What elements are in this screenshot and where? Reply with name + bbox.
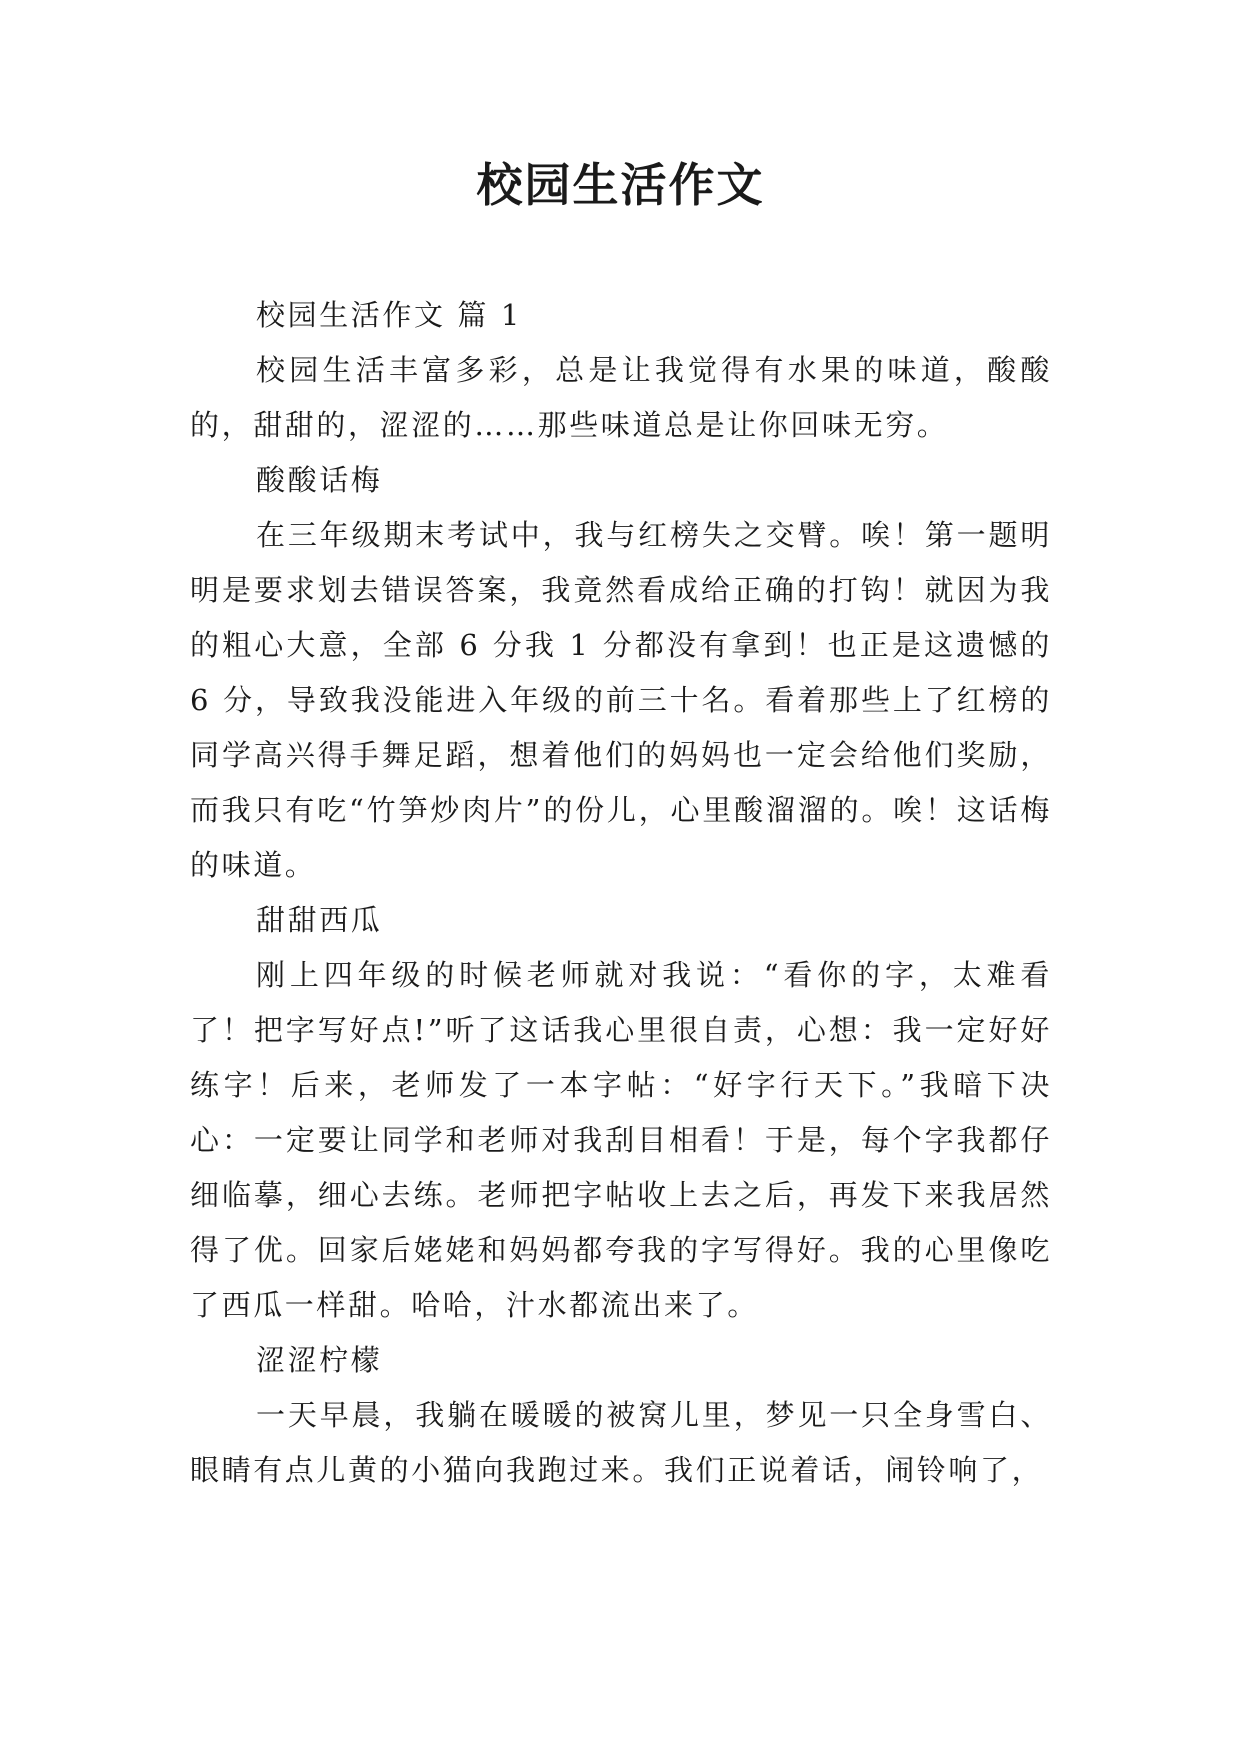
section-heading: 校园生活作文 篇 1	[256, 298, 522, 332]
paragraph-sweet-watermelon: 刚上四年级的时候老师就对我说：“看你的字，太难看了！把字写好点!”听了这话我心里很自责，心想：我一定好好练字！后来，老师发了一本字帖：“好字行天下。”我暗下决心：一定要让同学和老师对我刮目相看！于是，每个字我都仔细临摹，细心去练。老师把字帖收上去之后，再发下来我居然得了优。回家后姥姥和妈妈都夸我的字写得好。我的心里像吃了西瓜一样甜。哈哈，汁水都流出来了。	[190, 958, 1052, 1322]
subheading-sour-plum: 酸酸话梅	[256, 463, 383, 497]
intro-paragraph: 校园生活丰富多彩，总是让我觉得有水果的味道，酸酸的，甜甜的，涩涩的……那些味道总是让你回味无穷。	[190, 353, 1052, 442]
subheading-sweet-watermelon: 甜甜西瓜	[256, 903, 383, 937]
paragraph-sour-plum: 在三年级期末考试中，我与红榜失之交臂。唉！第一题明明是要求划去错误答案，我竟然看成给正确的打钩！就因为我的粗心大意，全部 6 分我 1 分都没有拿到！也正是这遗憾的 6 分，导致我没能进入年级的前三十名。看着那些上了红榜的同学高兴得手舞足蹈，想着他们的妈妈也一定会给他们奖励，而我只有吃“竹笋炒肉片”的份儿，心里酸溜溜的。唉！这话梅的味道。	[190, 518, 1052, 882]
document-body	[190, 288, 1052, 1498]
paragraph-astringent-lemon: 一天早晨，我躺在暖暖的被窝儿里，梦见一只全身雪白、眼睛有点儿黄的小猫向我跑过来。我们正说着话，闹铃响了，	[190, 1398, 1052, 1487]
subheading-astringent-lemon: 涩涩柠檬	[256, 1343, 383, 1377]
document-title: 校园生活作文	[476, 158, 765, 212]
